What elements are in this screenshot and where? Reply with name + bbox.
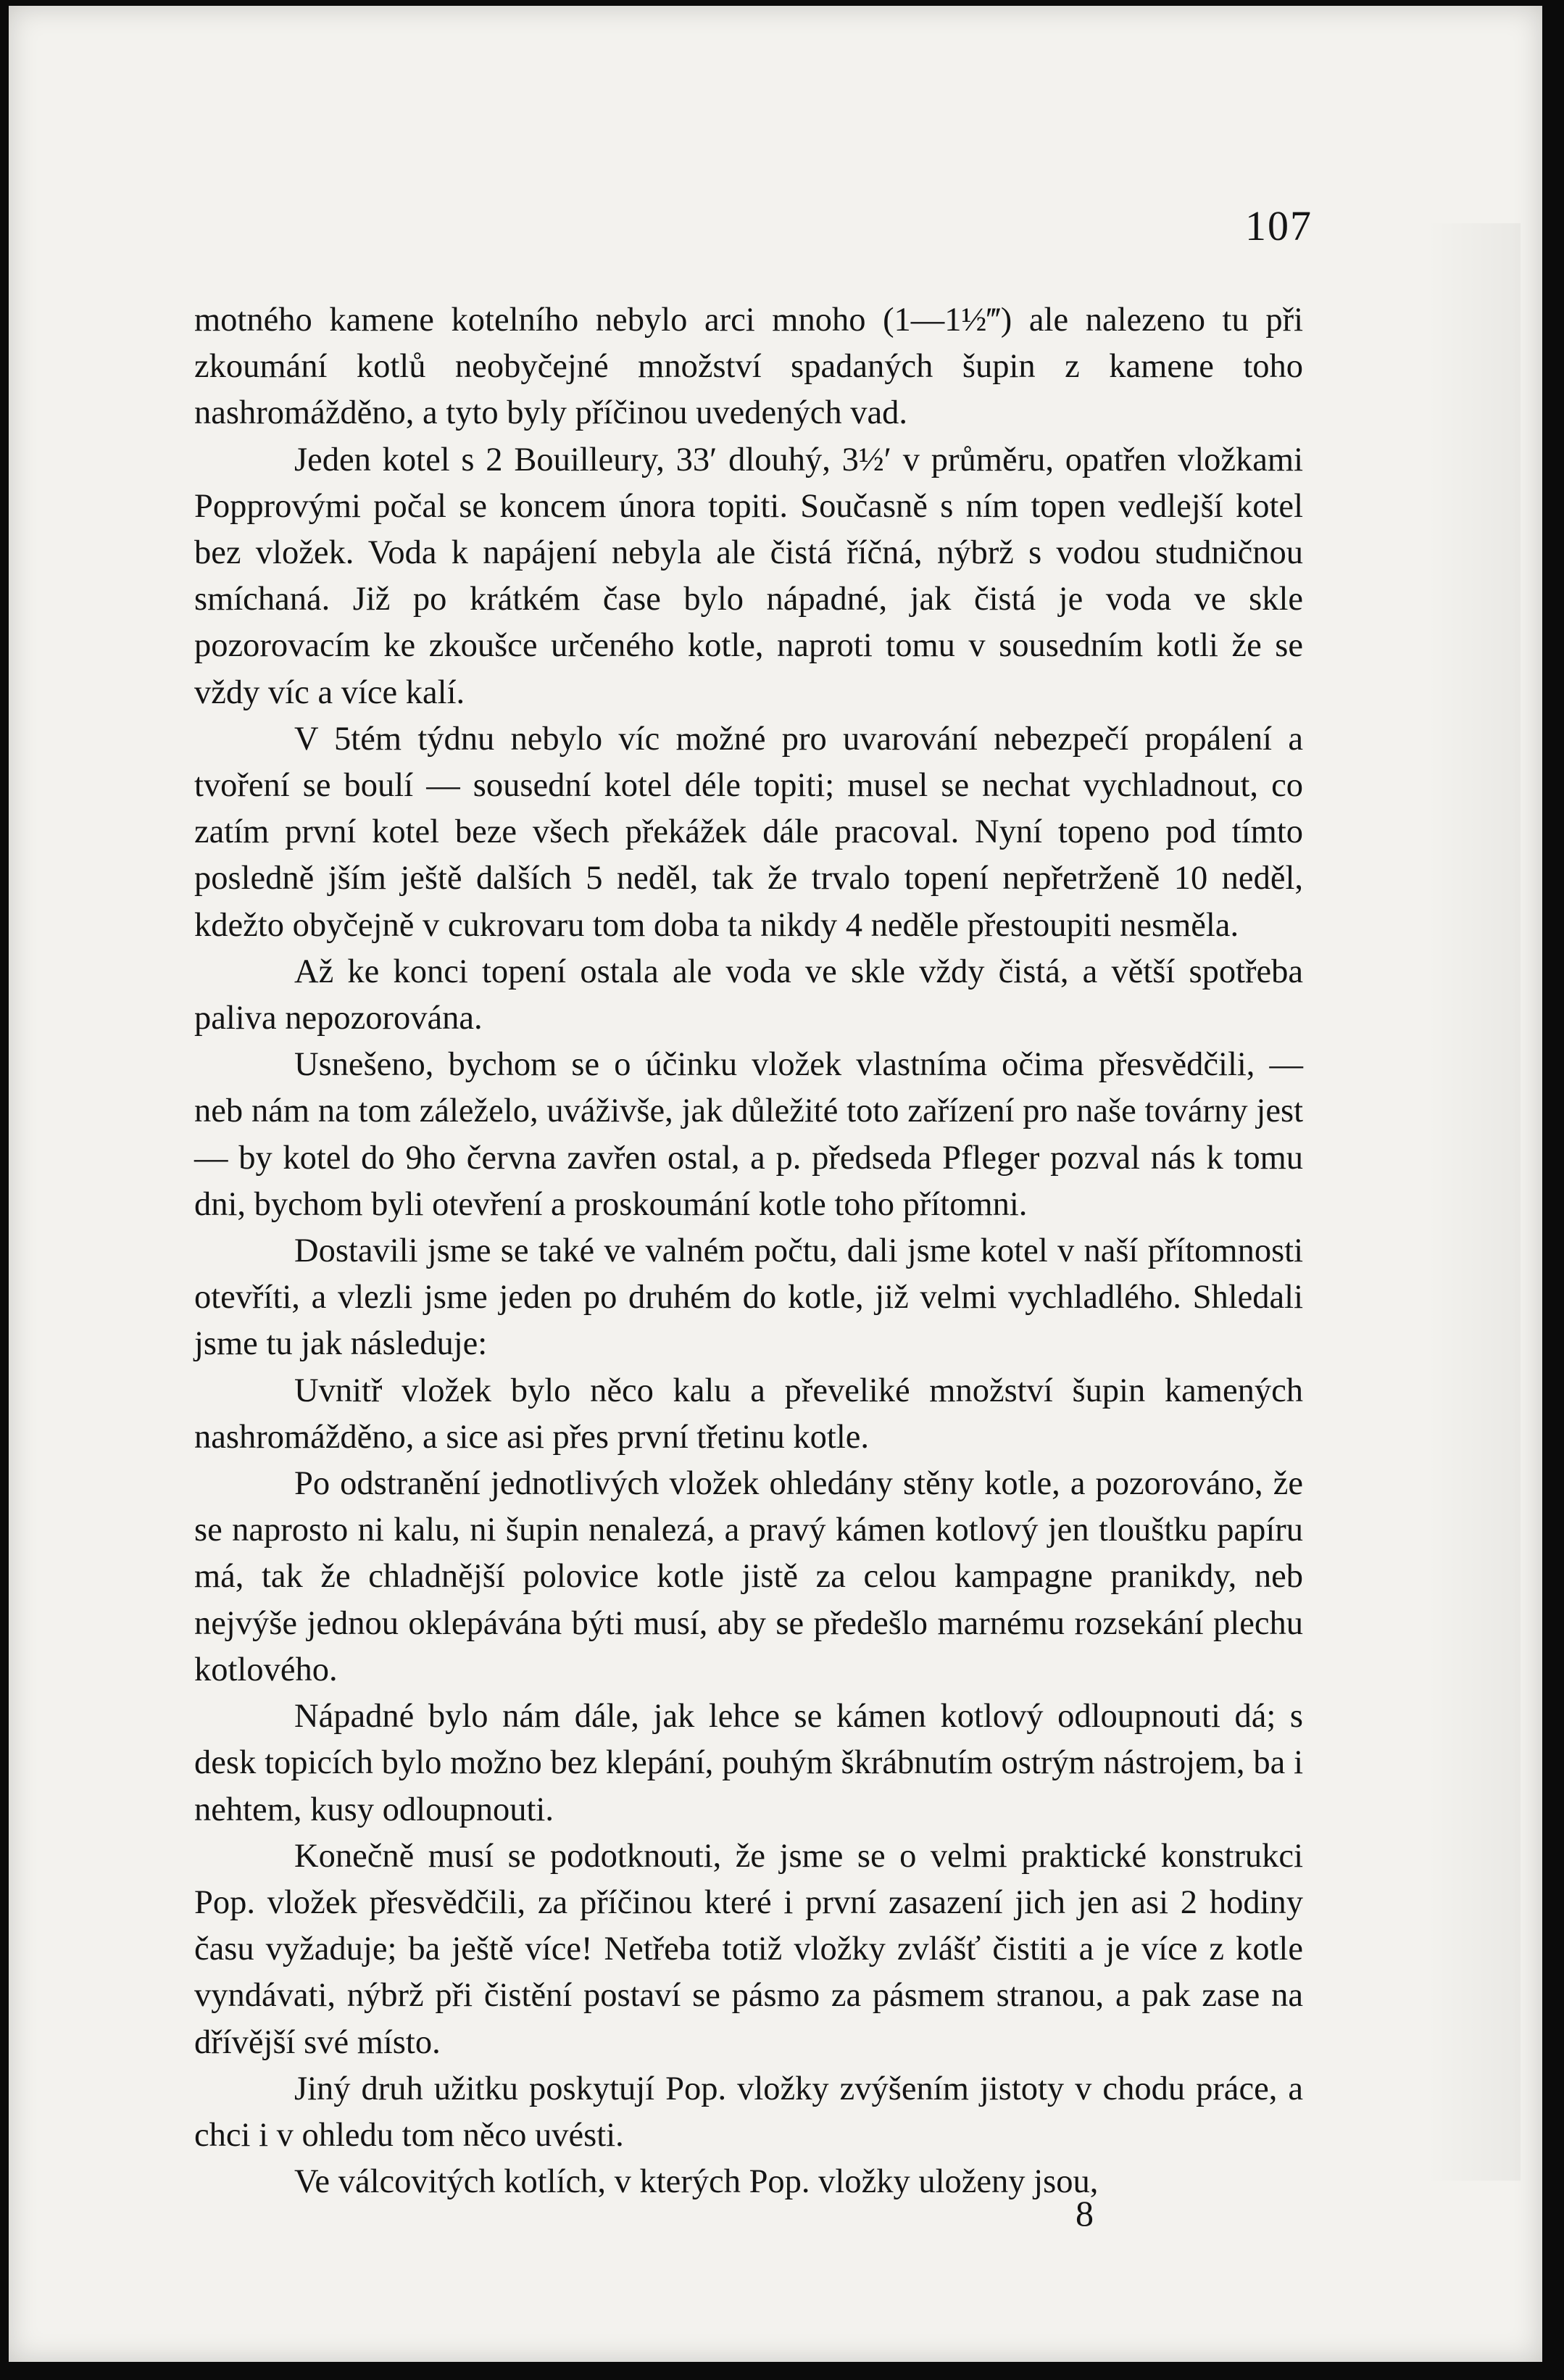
body-text — [194, 297, 1303, 2205]
paragraph: Nápadné bylo nám dále, jak lehce se kámen kotlový odloupnouti dá; s desk topicích bylo možno bez klepání, pouhým škrábnutím ostrým nástrojem, ba i nehtem, kusy odloupnouti. — [194, 1698, 1303, 1828]
paragraph: Ve válcovitých kotlích, v kterých Pop. vložky uloženy jsou, — [294, 2163, 1099, 2201]
paragraph: Jiný druh užitku poskytují Pop. vložky zvýšením jistoty v chodu práce, a chci i v ohledu tom něco uvésti. — [194, 2070, 1303, 2154]
signature-mark: 8 — [1076, 2193, 1094, 2234]
paragraph: V 5tém týdnu nebylo víc možné pro uvarování nebezpečí propálení a tvoření se boulí — sousední kotel déle topiti; musel se nechat vychladnout, co zatím první kotel beze všech překážek dále pracoval. Nyní topeno pod tímto posledně jším ještě dalších 5 neděl, tak že trvalo topení nepřetrženě 10 neděl, kdežto obyčejně v cukrovaru tom doba ta nikdy 4 neděle přestoupiti nesměla. — [194, 720, 1303, 944]
page-shadow — [1426, 223, 1521, 2181]
paragraph: Až ke konci topení ostala ale voda ve skle vždy čistá, a větší spotřeba paliva nepozorována. — [194, 953, 1303, 1037]
paragraph: Konečně musí se podotknouti, že jsme se o velmi praktické konstrukci Pop. vložek přesvědčili, za příčinou které i první zasazení jich jen asi 2 hodiny času vyžaduje; ba ještě více! Netřeba totiž vložky zvlášť čistiti a je více z kotle vyndávati, nýbrž při čistění postaví se pásmo za pásmem stranou, a pak zase na dřívější své místo. — [194, 1837, 1303, 2061]
paragraph: Dostavili jsme se také ve valném počtu, dali jsme kotel v naší přítomnosti otevříti, a vlezli jsme jeden po druhém do kotle, již velmi vychladlého. Shledali jsme tu jak následuje: — [194, 1232, 1303, 1363]
page-number: 107 — [1245, 202, 1313, 249]
scanned-page — [9, 6, 1542, 2362]
paragraph: motného kamene kotelního nebylo arci mnoho (1—1½‴) ale nalezeno tu při zkoumání kotlů neobyčejné množství spadaných šupin z kamene toho nashromážděno, a tyto byly příčinou uvedených vad. — [194, 302, 1303, 432]
paragraph: Po odstranění jednotlivých vložek ohledány stěny kotle, a pozorováno, že se naprosto ni kalu, ni šupin nenalezá, a pravý kámen kotlový jen tlouštku papíru má, tak že chladnější polovice kotle jistě za celou kampagne pranikdy, neb nejvýše jednou oklepávána býti musí, aby se předešlo marnému rozsekání plechu kotlového. — [194, 1465, 1303, 1688]
paragraph: Usnešeno, bychom se o účinku vložek vlastníma očima přesvědčili, — neb nám na tom záleželo, uváživše, jak důležité toto zařízení pro naše továrny jest — by kotel do 9ho června zavřen ostal, a p. předseda Pfleger pozval nás k tomu dni, bychom byli otevření a proskoumání kotle toho přítomni. — [194, 1046, 1303, 1223]
paragraph: Jeden kotel s 2 Bouilleury, 33′ dlouhý, 3½′ v průměru, opatřen vložkami Popprovými počal se koncem února topiti. Současně s ním topen vedlejší kotel bez vložek. Voda k napájení nebyla ale čistá říčná, nýbrž s vodou studničnou smíchaná. Již po krátkém čase bylo nápadné, jak čistá je voda ve skle pozorovacím ke zkoušce určeného kotle, naproti tomu v sousedním kotli že se vždy víc a více kalí. — [194, 441, 1303, 711]
paragraph: Uvnitř vložek bylo něco kalu a převeliké množství šupin kamených nashromážděno, a sice asi přes první třetinu kotle. — [194, 1372, 1303, 1456]
